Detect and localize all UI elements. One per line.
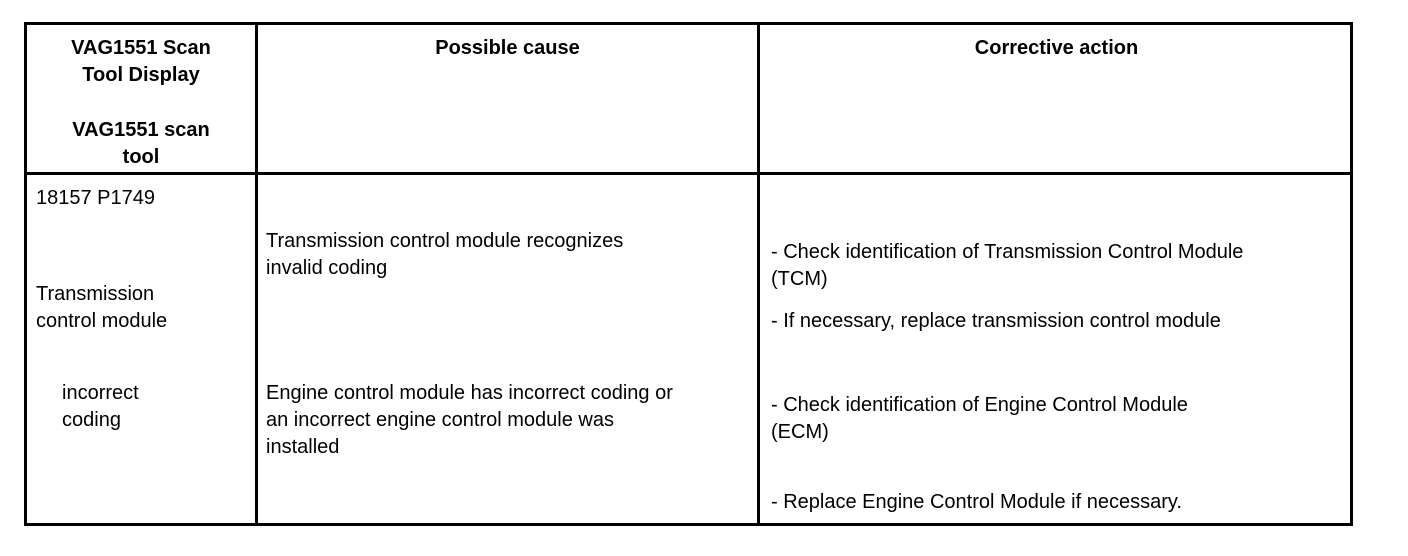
- header-possible-cause: Possible cause: [435, 37, 580, 59]
- possible-cause-1-line2: invalid coding: [266, 257, 388, 279]
- corrective-action-3-line1: - Check identification of Engine Control Module: [771, 394, 1188, 416]
- corrective-action-1-line2: (TCM): [771, 268, 828, 290]
- possible-cause-2-line1: Engine control module has incorrect coding or: [266, 382, 673, 404]
- fault-description: [36, 281, 167, 335]
- corrective-action-3-line2: (ECM): [771, 421, 829, 443]
- corrective-action-3: [771, 392, 1188, 446]
- possible-cause-2-line2: an incorrect engine control module was: [266, 409, 614, 431]
- header-col1-line4: tool: [122, 146, 160, 168]
- corrective-action-4: - Replace Engine Control Module if necessary.: [771, 491, 1182, 513]
- fault-code: 18157 P1749: [36, 187, 156, 209]
- possible-cause-2: [266, 380, 673, 461]
- possible-cause-2-line3: installed: [266, 436, 340, 458]
- header-col1-line1: VAG1551 Scan: [71, 37, 211, 59]
- header-corrective-action: Corrective action: [974, 37, 1139, 59]
- header-divider: [27, 172, 1350, 175]
- fault-description-line1: Transmission: [36, 283, 155, 305]
- corrective-action-1: [771, 239, 1243, 293]
- header-col1-line3: VAG1551 scan: [72, 119, 210, 141]
- column-divider: [757, 25, 760, 523]
- corrective-action-2: - If necessary, replace transmission control module: [771, 310, 1221, 332]
- fault-description-line2: control module: [36, 310, 168, 332]
- header-col1-line2: Tool Display: [82, 64, 200, 86]
- possible-cause-1: [266, 228, 623, 282]
- fault-description-line4: coding: [62, 409, 121, 431]
- possible-cause-1-line1: Transmission control module recognizes: [266, 230, 624, 252]
- diagnostic-table: [24, 22, 1353, 526]
- header-col1: [27, 35, 255, 171]
- column-divider: [255, 25, 258, 523]
- corrective-action-1-line1: - Check identification of Transmission Control Module: [771, 241, 1244, 263]
- fault-description-detail: [62, 380, 139, 434]
- fault-description-line3: incorrect: [62, 382, 139, 404]
